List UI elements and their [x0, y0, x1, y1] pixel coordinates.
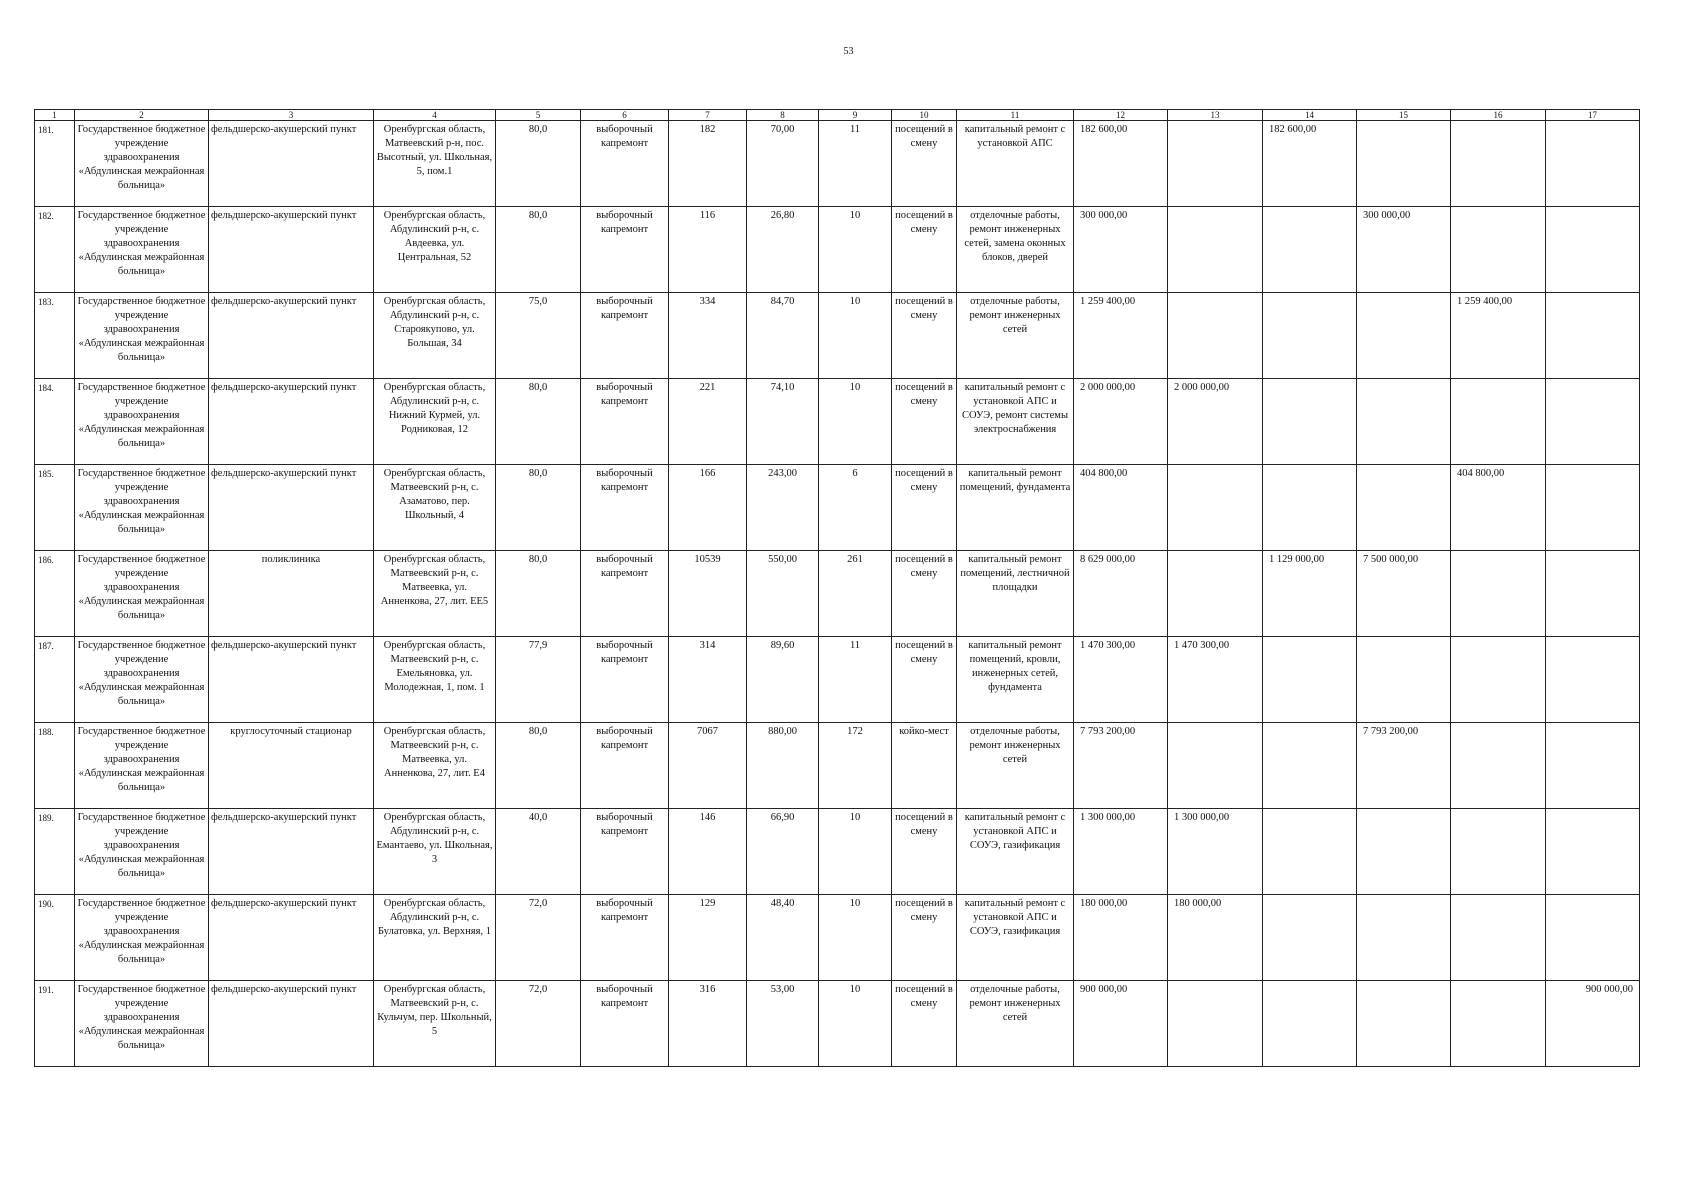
capacity-value: 10: [819, 895, 892, 981]
cost-column-13: 1 300 000,00: [1168, 809, 1263, 895]
row-number: 187.: [35, 637, 75, 723]
cost-column-16: [1451, 723, 1546, 809]
column-number-3: 3: [209, 110, 374, 121]
table-body: [35, 121, 1640, 1067]
capacity-unit: посещений в смену: [892, 207, 957, 293]
works-description: капитальный ремонт помещений, лестничной площадки: [957, 551, 1074, 637]
column-number-row: [35, 110, 1640, 121]
page-number: 53: [843, 46, 854, 57]
cost-column-15: 7 500 000,00: [1357, 551, 1451, 637]
wear-percent: 40,0: [496, 809, 581, 895]
facility-address: Оренбургская область, Матвеевский р-н, с. Азаматово, пер. Школьный, 4: [374, 465, 496, 551]
works-description: капитальный ремонт с установкой АПС и СОУЭ, газификация: [957, 809, 1074, 895]
wear-percent: 72,0: [496, 895, 581, 981]
cost-column-15: [1357, 465, 1451, 551]
area-value: 334: [669, 293, 747, 379]
table-row: [35, 981, 1640, 1067]
column-number-2: 2: [75, 110, 209, 121]
facility-address: Оренбургская область, Матвеевский р-н, с. Матвеевка, ул. Анненкова, 27, лит. Е4: [374, 723, 496, 809]
cost-column-15: [1357, 637, 1451, 723]
facility-address: Оренбургская область, Абдулинский р-н, с. Нижний Курмей, ул. Родниковая, 12: [374, 379, 496, 465]
works-description: капитальный ремонт с установкой АПС и СОУЭ, газификация: [957, 895, 1074, 981]
cost-column-14: [1263, 981, 1357, 1067]
facility-type: фельдшерско-акушерский пункт: [209, 637, 374, 723]
facility-address: Оренбургская область, Матвеевский р-н, пос. Высотный, ул. Школьная, 5, пом.1: [374, 121, 496, 207]
cost-column-15: [1357, 379, 1451, 465]
total-cost: 1 470 300,00: [1074, 637, 1168, 723]
works-description: отделочные работы, ремонт инженерных сетей: [957, 293, 1074, 379]
table-row: [35, 895, 1640, 981]
column-number-11: 11: [957, 110, 1074, 121]
cost-column-13: 180 000,00: [1168, 895, 1263, 981]
cost-column-14: [1263, 293, 1357, 379]
wear-percent: 80,0: [496, 465, 581, 551]
capacity-value: 10: [819, 981, 892, 1067]
repair-kind: выборочный капремонт: [581, 981, 669, 1067]
cost-column-14: 182 600,00: [1263, 121, 1357, 207]
column-8-value: 66,90: [747, 809, 819, 895]
cost-column-13: [1168, 293, 1263, 379]
row-number: 190.: [35, 895, 75, 981]
total-cost: 182 600,00: [1074, 121, 1168, 207]
column-number-1: 1: [35, 110, 75, 121]
area-value: 129: [669, 895, 747, 981]
facility-type: фельдшерско-акушерский пункт: [209, 465, 374, 551]
table-row: [35, 207, 1640, 293]
row-number: 191.: [35, 981, 75, 1067]
column-number-5: 5: [496, 110, 581, 121]
table-row: [35, 121, 1640, 207]
cost-column-16: [1451, 121, 1546, 207]
capacity-unit: посещений в смену: [892, 465, 957, 551]
repair-kind: выборочный капремонт: [581, 465, 669, 551]
cost-column-17: [1546, 809, 1640, 895]
capacity-unit: посещений в смену: [892, 379, 957, 465]
cost-column-17: [1546, 723, 1640, 809]
cost-column-14: [1263, 637, 1357, 723]
area-value: 10539: [669, 551, 747, 637]
organization-name: Государственное бюджетное учреждение здравоохранения «Абдулинская межрайонная больница»: [75, 723, 209, 809]
capacity-value: 10: [819, 207, 892, 293]
cost-column-13: [1168, 207, 1263, 293]
cost-column-13: [1168, 551, 1263, 637]
facility-type: круглосуточный стационар: [209, 723, 374, 809]
area-value: 166: [669, 465, 747, 551]
capacity-value: 10: [819, 809, 892, 895]
total-cost: 300 000,00: [1074, 207, 1168, 293]
cost-column-15: [1357, 121, 1451, 207]
facility-type: фельдшерско-акушерский пункт: [209, 981, 374, 1067]
total-cost: 180 000,00: [1074, 895, 1168, 981]
organization-name: Государственное бюджетное учреждение здравоохранения «Абдулинская межрайонная больница»: [75, 207, 209, 293]
cost-column-15: [1357, 293, 1451, 379]
works-description: капитальный ремонт помещений, кровли, инженерных сетей, фундамента: [957, 637, 1074, 723]
column-8-value: 74,10: [747, 379, 819, 465]
repair-kind: выборочный капремонт: [581, 895, 669, 981]
cost-column-16: [1451, 551, 1546, 637]
capacity-value: 10: [819, 293, 892, 379]
cost-column-16: 1 259 400,00: [1451, 293, 1546, 379]
repair-kind: выборочный капремонт: [581, 723, 669, 809]
column-8-value: 880,00: [747, 723, 819, 809]
facility-address: Оренбургская область, Абдулинский р-н, с. Староякупово, ул. Большая, 34: [374, 293, 496, 379]
total-cost: 404 800,00: [1074, 465, 1168, 551]
cost-column-16: [1451, 981, 1546, 1067]
organization-name: Государственное бюджетное учреждение здравоохранения «Абдулинская межрайонная больница»: [75, 293, 209, 379]
total-cost: 900 000,00: [1074, 981, 1168, 1067]
cost-column-16: [1451, 379, 1546, 465]
column-8-value: 70,00: [747, 121, 819, 207]
row-number: 189.: [35, 809, 75, 895]
cost-column-15: [1357, 809, 1451, 895]
row-number: 182.: [35, 207, 75, 293]
cost-column-13: [1168, 465, 1263, 551]
table-row: [35, 379, 1640, 465]
cost-column-17: [1546, 551, 1640, 637]
organization-name: Государственное бюджетное учреждение здравоохранения «Абдулинская межрайонная больница»: [75, 465, 209, 551]
table-row: [35, 723, 1640, 809]
facility-type: фельдшерско-акушерский пункт: [209, 895, 374, 981]
capacity-value: 261: [819, 551, 892, 637]
capacity-unit: посещений в смену: [892, 981, 957, 1067]
organization-name: Государственное бюджетное учреждение здравоохранения «Абдулинская межрайонная больница»: [75, 121, 209, 207]
cost-column-17: [1546, 379, 1640, 465]
cost-column-16: [1451, 637, 1546, 723]
facility-type: фельдшерско-акушерский пункт: [209, 379, 374, 465]
capacity-unit: посещений в смену: [892, 809, 957, 895]
cost-column-17: [1546, 207, 1640, 293]
column-number-12: 12: [1074, 110, 1168, 121]
row-number: 186.: [35, 551, 75, 637]
column-8-value: 89,60: [747, 637, 819, 723]
wear-percent: 77,9: [496, 637, 581, 723]
column-number-4: 4: [374, 110, 496, 121]
facility-type: фельдшерско-акушерский пункт: [209, 809, 374, 895]
cost-column-13: 1 470 300,00: [1168, 637, 1263, 723]
row-number: 184.: [35, 379, 75, 465]
cost-column-17: [1546, 465, 1640, 551]
facility-address: Оренбургская область, Абдулинский р-н, с. Авдеевка, ул. Центральная, 52: [374, 207, 496, 293]
cost-column-16: [1451, 207, 1546, 293]
capacity-unit: посещений в смену: [892, 121, 957, 207]
table-row: [35, 637, 1640, 723]
facility-type: поликлиника: [209, 551, 374, 637]
wear-percent: 72,0: [496, 981, 581, 1067]
column-number-8: 8: [747, 110, 819, 121]
column-8-value: 550,00: [747, 551, 819, 637]
column-8-value: 48,40: [747, 895, 819, 981]
cost-column-15: 7 793 200,00: [1357, 723, 1451, 809]
facility-type: фельдшерско-акушерский пункт: [209, 121, 374, 207]
column-number-14: 14: [1263, 110, 1357, 121]
column-number-13: 13: [1168, 110, 1263, 121]
capacity-value: 172: [819, 723, 892, 809]
cost-column-13: [1168, 121, 1263, 207]
cost-column-15: 300 000,00: [1357, 207, 1451, 293]
organization-name: Государственное бюджетное учреждение здравоохранения «Абдулинская межрайонная больница»: [75, 637, 209, 723]
repair-kind: выборочный капремонт: [581, 637, 669, 723]
cost-column-13: [1168, 723, 1263, 809]
facility-address: Оренбургская область, Матвеевский р-н, с. Емельяновка, ул. Молодежная, 1, пом. 1: [374, 637, 496, 723]
area-value: 314: [669, 637, 747, 723]
repair-kind: выборочный капремонт: [581, 809, 669, 895]
capacity-value: 10: [819, 379, 892, 465]
column-8-value: 84,70: [747, 293, 819, 379]
repair-kind: выборочный капремонт: [581, 121, 669, 207]
organization-name: Государственное бюджетное учреждение здравоохранения «Абдулинская межрайонная больница»: [75, 895, 209, 981]
column-number-15: 15: [1357, 110, 1451, 121]
cost-column-14: [1263, 465, 1357, 551]
capacity-unit: посещений в смену: [892, 895, 957, 981]
cost-column-14: [1263, 895, 1357, 981]
wear-percent: 75,0: [496, 293, 581, 379]
cost-column-15: [1357, 895, 1451, 981]
works-description: отделочные работы, ремонт инженерных сетей, замена оконных блоков, дверей: [957, 207, 1074, 293]
area-value: 146: [669, 809, 747, 895]
repair-kind: выборочный капремонт: [581, 551, 669, 637]
area-value: 316: [669, 981, 747, 1067]
works-description: капитальный ремонт помещений, фундамента: [957, 465, 1074, 551]
cost-column-14: [1263, 379, 1357, 465]
cost-column-16: [1451, 809, 1546, 895]
organization-name: Государственное бюджетное учреждение здравоохранения «Абдулинская межрайонная больница»: [75, 551, 209, 637]
capacity-unit: посещений в смену: [892, 293, 957, 379]
cost-column-15: [1357, 981, 1451, 1067]
column-number-10: 10: [892, 110, 957, 121]
table-row: [35, 465, 1640, 551]
works-description: отделочные работы, ремонт инженерных сетей: [957, 981, 1074, 1067]
capacity-unit: койко-мест: [892, 723, 957, 809]
column-number-16: 16: [1451, 110, 1546, 121]
total-cost: 8 629 000,00: [1074, 551, 1168, 637]
column-8-value: 53,00: [747, 981, 819, 1067]
capacity-value: 11: [819, 637, 892, 723]
row-number: 185.: [35, 465, 75, 551]
row-number: 188.: [35, 723, 75, 809]
repair-kind: выборочный капремонт: [581, 379, 669, 465]
cost-column-17: [1546, 121, 1640, 207]
organization-name: Государственное бюджетное учреждение здравоохранения «Абдулинская межрайонная больница»: [75, 981, 209, 1067]
total-cost: 2 000 000,00: [1074, 379, 1168, 465]
cost-column-14: [1263, 723, 1357, 809]
cost-column-17: [1546, 637, 1640, 723]
organization-name: Государственное бюджетное учреждение здравоохранения «Абдулинская межрайонная больница»: [75, 379, 209, 465]
facility-address: Оренбургская область, Абдулинский р-н, с. Булатовка, ул. Верхняя, 1: [374, 895, 496, 981]
facility-address: Оренбургская область, Матвеевский р-н, с. Матвеевка, ул. Анненкова, 27, лит. ЕЕ5: [374, 551, 496, 637]
table-row: [35, 551, 1640, 637]
wear-percent: 80,0: [496, 207, 581, 293]
works-description: отделочные работы, ремонт инженерных сетей: [957, 723, 1074, 809]
cost-column-17: 900 000,00: [1546, 981, 1640, 1067]
total-cost: 7 793 200,00: [1074, 723, 1168, 809]
area-value: 221: [669, 379, 747, 465]
table-row: [35, 293, 1640, 379]
capacity-value: 6: [819, 465, 892, 551]
organization-name: Государственное бюджетное учреждение здравоохранения «Абдулинская межрайонная больница»: [75, 809, 209, 895]
total-cost: 1 300 000,00: [1074, 809, 1168, 895]
row-number: 183.: [35, 293, 75, 379]
facility-type: фельдшерско-акушерский пункт: [209, 293, 374, 379]
repair-kind: выборочный капремонт: [581, 293, 669, 379]
row-number: 181.: [35, 121, 75, 207]
repair-kind: выборочный капремонт: [581, 207, 669, 293]
cost-column-17: [1546, 895, 1640, 981]
facility-type: фельдшерско-акушерский пункт: [209, 207, 374, 293]
cost-column-16: 404 800,00: [1451, 465, 1546, 551]
wear-percent: 80,0: [496, 121, 581, 207]
wear-percent: 80,0: [496, 551, 581, 637]
facility-address: Оренбургская область, Абдулинский р-н, с. Емантаево, ул. Школьная, 3: [374, 809, 496, 895]
works-description: капитальный ремонт с установкой АПС и СОУЭ, ремонт системы электроснабжения: [957, 379, 1074, 465]
cost-column-16: [1451, 895, 1546, 981]
cost-column-14: [1263, 207, 1357, 293]
cost-column-13: [1168, 981, 1263, 1067]
cost-column-14: 1 129 000,00: [1263, 551, 1357, 637]
column-number-6: 6: [581, 110, 669, 121]
capacity-unit: посещений в смену: [892, 637, 957, 723]
area-value: 116: [669, 207, 747, 293]
works-description: капитальный ремонт с установкой АПС: [957, 121, 1074, 207]
cost-column-13: 2 000 000,00: [1168, 379, 1263, 465]
column-number-17: 17: [1546, 110, 1640, 121]
area-value: 182: [669, 121, 747, 207]
facility-address: Оренбургская область, Матвеевский р-н, с. Кульчум, пер. Школьный, 5: [374, 981, 496, 1067]
column-8-value: 26,80: [747, 207, 819, 293]
column-number-9: 9: [819, 110, 892, 121]
table-row: [35, 809, 1640, 895]
capital-repair-table: [34, 109, 1640, 1067]
column-number-7: 7: [669, 110, 747, 121]
wear-percent: 80,0: [496, 379, 581, 465]
cost-column-17: [1546, 293, 1640, 379]
cost-column-14: [1263, 809, 1357, 895]
column-8-value: 243,00: [747, 465, 819, 551]
area-value: 7067: [669, 723, 747, 809]
wear-percent: 80,0: [496, 723, 581, 809]
total-cost: 1 259 400,00: [1074, 293, 1168, 379]
capacity-value: 11: [819, 121, 892, 207]
capacity-unit: посещений в смену: [892, 551, 957, 637]
